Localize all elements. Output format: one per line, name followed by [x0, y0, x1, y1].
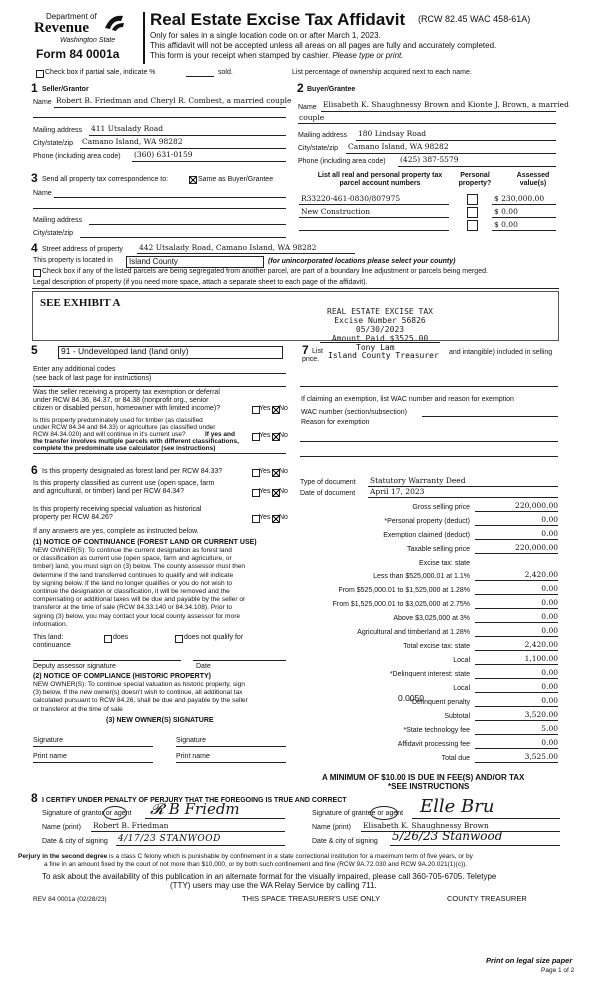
tax-row-value[interactable]: 0.00 — [541, 696, 558, 705]
parcel-1[interactable]: R33220-461-0830/807975 — [301, 194, 401, 203]
tax-row-label: *Personal property (deduct) — [384, 518, 470, 525]
buyer-phone[interactable]: (425) 387-5579 — [400, 155, 459, 164]
property-address[interactable]: 442 Utsalady Road, Camano Island, WA 98282 — [139, 243, 317, 252]
seller-mailing[interactable]: 411 Utsalady Road — [91, 124, 164, 133]
tax-row-value[interactable]: 2,420.00 — [524, 640, 558, 649]
document-type[interactable]: Statutory Warranty Deed — [370, 476, 466, 485]
grantee-circle — [370, 806, 398, 820]
partial-sold: sold. — [218, 69, 233, 76]
tax-row-label: Agricultural and timberland at 1.28% — [357, 629, 470, 636]
tax-row-label: Local — [453, 657, 470, 664]
tax-row-value[interactable]: 220,000.00 — [515, 501, 558, 510]
buyer-city[interactable]: Camano Island, WA 98282 — [348, 142, 449, 151]
form-statute: (RCW 82.45 WAC 458-61A) — [418, 14, 531, 24]
buyer-name[interactable]: Elisabeth K. Shaughnessy Brown and Kionte J. Brown, a married — [323, 100, 569, 109]
tax-row-value[interactable]: 5.00 — [541, 724, 558, 733]
page-number: Page 1 of 2 — [541, 967, 575, 974]
tax-row-value[interactable]: 0.00 — [541, 738, 558, 747]
grantor-circle — [103, 806, 127, 820]
tax-row-label: Total due — [441, 755, 470, 762]
assessed-col-header: Assessed value(s) — [516, 172, 550, 188]
grantor-date-city[interactable]: 4/17/23 STANWOOD — [118, 834, 221, 844]
personal-3-checkbox[interactable] — [467, 220, 478, 231]
treasurer-space: THIS SPACE TREASURER'S USE ONLY — [242, 894, 381, 903]
grantee-print-name[interactable]: Elisabeth K. Shaughnessy Brown — [363, 821, 489, 830]
tax-row-label: *State technology fee — [403, 727, 470, 734]
agency-dept: Department of — [46, 12, 97, 21]
tax-row-label: Taxable selling price — [406, 546, 470, 553]
tax-row-label: *Delinquent interest: state — [389, 671, 470, 678]
perjury-line-1: Perjury in the second degree is a class C felony which is punishable by confinement in a state correctional institution for a maximum term of five years, or by — [18, 853, 473, 860]
buyer-mailing[interactable]: 180 Lindsay Road — [358, 129, 427, 138]
historic-notice: NEW OWNER(S): To continue special valuation as historic property, sign (3) below. If the new owner(s) doesn't wish to continue, all additional tax calculated pursuant to RCW 84.26, shall be due and payable by the seller or transferor at the time of sale — [33, 681, 248, 713]
grantor-signature[interactable]: 𝓡 B Friedm — [150, 800, 240, 818]
land-does-not-checkbox[interactable] — [175, 635, 183, 643]
tax-row-value[interactable]: 0.00 — [541, 626, 558, 635]
tax-row-value[interactable]: 1,100.00 — [524, 654, 558, 663]
see-instructions: *SEE INSTRUCTIONS — [388, 782, 470, 791]
same-as-buyer-checkbox[interactable] — [189, 176, 197, 184]
continuance-notice: NEW OWNER(S): To continue the current designation as forest land or classification as current use (open space, farm and agriculture, or timber) land, you must sign on (3) below. The county assessor must then determine if the land transferred continues to qualify and will indicate by signing below. If the land no longer qualifies or you do not wish to continue the designation or classification, it will be removed and the compensating or additional taxes will be due and payable by the seller or transferor at the time of sale (RCW 84.33.140 or 84.34.108). Prior to signing (3) below, you may contact your local county assessor for more information. — [33, 547, 246, 628]
tax-row-label: Total excise tax: state — [403, 643, 470, 650]
seller-phone[interactable]: (360) 631-0159 — [134, 150, 193, 159]
assessed-1[interactable]: $ 230,000.00 — [494, 194, 545, 203]
county-select[interactable]: Island County — [126, 256, 264, 268]
tax-row-label: From $1,525,000.01 to $3,025,000 at 2.75% — [332, 601, 470, 608]
seller-city[interactable]: Camano Island, WA 98282 — [82, 137, 183, 146]
tax-row-value[interactable]: 0.00 — [541, 515, 558, 524]
assessed-2[interactable]: $ 0.00 — [494, 207, 518, 216]
land-use-code-select[interactable]: 91 - Undeveloped land (land only) — [58, 346, 283, 359]
tax-row-label: Above $3,025,000 at 3% — [393, 615, 470, 622]
parcel-2[interactable]: New Construction — [301, 207, 371, 216]
buyer-heading: Buyer/Grantee — [307, 86, 356, 93]
parcel-col-header: List all real and personal property tax parcel account numbers — [317, 172, 443, 188]
tax-row-value[interactable]: 0.00 — [541, 682, 558, 691]
correspondence-label: Send all property tax correspondence to: — [42, 176, 169, 183]
tax-row-value[interactable]: 0.00 — [541, 529, 558, 538]
header-note-1: Only for sales in a single location code on or after March 1, 2023. — [150, 31, 381, 40]
tax-row-label: Gross selling price — [412, 504, 470, 511]
perjury-line-2: a fine in an amount fixed by the court of not more than $10,000, or by both such confinement and fine (RCW 9A.72.030 and RCW 9A.20.021(1)(c)). — [44, 861, 468, 868]
land-does-checkbox[interactable] — [104, 635, 112, 643]
agency-name: Revenue — [34, 20, 89, 36]
tax-row-value[interactable]: 0.00 — [541, 598, 558, 607]
legal-description[interactable]: SEE EXHIBIT A — [40, 297, 121, 309]
tax-row-value[interactable]: 3,520.00 — [524, 710, 558, 719]
personal-col-header: Personal property? — [458, 172, 492, 188]
form-title: Real Estate Excise Tax Affidavit — [150, 10, 406, 29]
certify-heading: I CERTIFY UNDER PENALTY OF PERJURY THAT THE FOREGOING IS TRUE AND CORRECT — [42, 797, 347, 804]
tax-row-label: Local — [453, 685, 470, 692]
tax-row-label: *Delinquent penalty — [409, 699, 470, 706]
tax-row-value[interactable]: 3,525.00 — [524, 752, 558, 761]
personal-1-checkbox[interactable] — [467, 194, 478, 205]
tax-row-label: Subtotal — [444, 713, 470, 720]
assessed-3[interactable]: $ 0.00 — [494, 220, 518, 229]
tax-row-label: Excise tax: state — [419, 560, 470, 567]
agency-state: Washington State — [60, 37, 116, 44]
tax-row-value[interactable]: 2,420.00 — [524, 570, 558, 579]
treasurer-stamp: REAL ESTATE EXCISE TAX Excise Number 56826 05/30/2023 Amount Paid $3525.00 — [327, 307, 433, 343]
tax-row-value[interactable]: 0.00 — [541, 584, 558, 593]
tax-row-value[interactable]: 0.00 — [541, 612, 558, 621]
alt-format: To ask about the availability of this publication in an alternate format for the visually impaired, please call 360-705-6705. Teletype — [42, 872, 497, 881]
seller-name[interactable]: Robert B. Friedman and Cheryl R. Combest, a married couple — [56, 96, 292, 105]
tax-row-label: Less than $525,000.01 at 1.1% — [373, 573, 470, 580]
tax-row-value[interactable]: 0.00 — [541, 668, 558, 677]
minimum-due: A MINIMUM OF $10.00 IS DUE IN FEE(S) AND/OR TAX — [322, 773, 525, 782]
tax-row-value[interactable]: 220,000.00 — [515, 543, 558, 552]
tty-line: (TTY) users may use the WA Relay Service by calling 711. — [170, 881, 377, 890]
county-treasurer: COUNTY TREASURER — [447, 894, 527, 903]
partial-sale-checkbox[interactable] — [36, 70, 44, 78]
header-note-3: This form is your receipt when stamped by cashier. Please type or print. — [150, 51, 404, 60]
grantor-print-name[interactable]: Robert B. Friedman — [93, 821, 169, 830]
tax-row-label: From $525,000.01 to $1,525,000 at 1.28% — [338, 587, 470, 594]
legal-size-note: Print on legal size paper — [486, 956, 573, 965]
local-rate: 0.0050 — [398, 693, 424, 703]
grantee-date-city[interactable]: 5/26/23 Stanwood — [392, 829, 503, 843]
grantee-signature[interactable]: Elle Bru — [420, 796, 495, 817]
rev-number: REV 84 0001a (02/28/23) — [33, 896, 107, 903]
form-number: Form 84 0001a — [36, 47, 120, 61]
header-note-2: This affidavit will not be accepted unless all areas on all pages are fully and accurately completed. — [150, 41, 497, 50]
tax-row-label: Affidavit processing fee — [397, 741, 470, 748]
personal-2-checkbox[interactable] — [467, 207, 478, 218]
document-date[interactable]: April 17, 2023 — [370, 487, 425, 496]
segregate-checkbox[interactable] — [33, 269, 41, 277]
seller-heading: Seller/Grantor — [42, 86, 89, 93]
tax-row-label: Exemption claimed (deduct) — [383, 532, 470, 539]
partial-sale-label: Check box if partial sale, indicate % — [45, 69, 156, 76]
ownership-note: List percentage of ownership acquired next to each name. — [292, 69, 472, 76]
buyer-name-cont[interactable]: couple — [299, 113, 325, 122]
revenue-logo-icon — [103, 12, 125, 32]
